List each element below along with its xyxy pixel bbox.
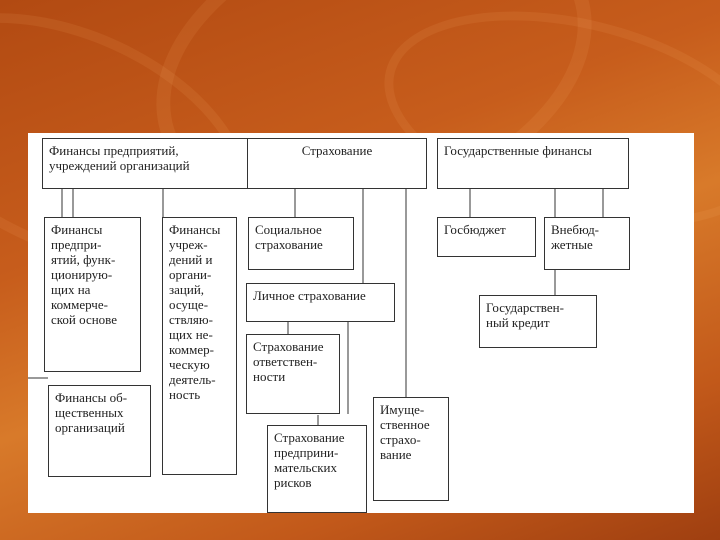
diagram-panel bbox=[28, 133, 694, 513]
public-orgs-finance-box: Финансы об- щественных организаций bbox=[48, 385, 151, 477]
business-risk-insurance-box: Страхование предприни- мательских рисков bbox=[267, 425, 367, 513]
enterprise-finance-box: Финансы предприятий, учреждений организаций bbox=[42, 138, 253, 189]
noncommercial-finance-box: Финансы учреж- дений и органи- заций, осуще- ствляю- щих не- коммер- ческую деятель- ность bbox=[162, 217, 237, 475]
social-insurance-box: Социальное страхование bbox=[248, 217, 354, 270]
insurance-box: Страхование bbox=[247, 138, 427, 189]
off-budget-funds-box: Внебюд- жетные bbox=[544, 217, 630, 270]
property-insurance-box: Имуще- ственное страхо- вание bbox=[373, 397, 449, 501]
commercial-finance-box: Финансы предпри- ятий, функ- ционирую- щих на коммерче- ской основе bbox=[44, 217, 141, 372]
state-finance-box: Государственные финансы bbox=[437, 138, 629, 189]
state-credit-box: Государствен- ный кредит bbox=[479, 295, 597, 348]
state-budget-box: Госбюджет bbox=[437, 217, 536, 257]
personal-insurance-box: Личное страхование bbox=[246, 283, 395, 322]
liability-insurance-box: Страхование ответствен- ности bbox=[246, 334, 340, 414]
